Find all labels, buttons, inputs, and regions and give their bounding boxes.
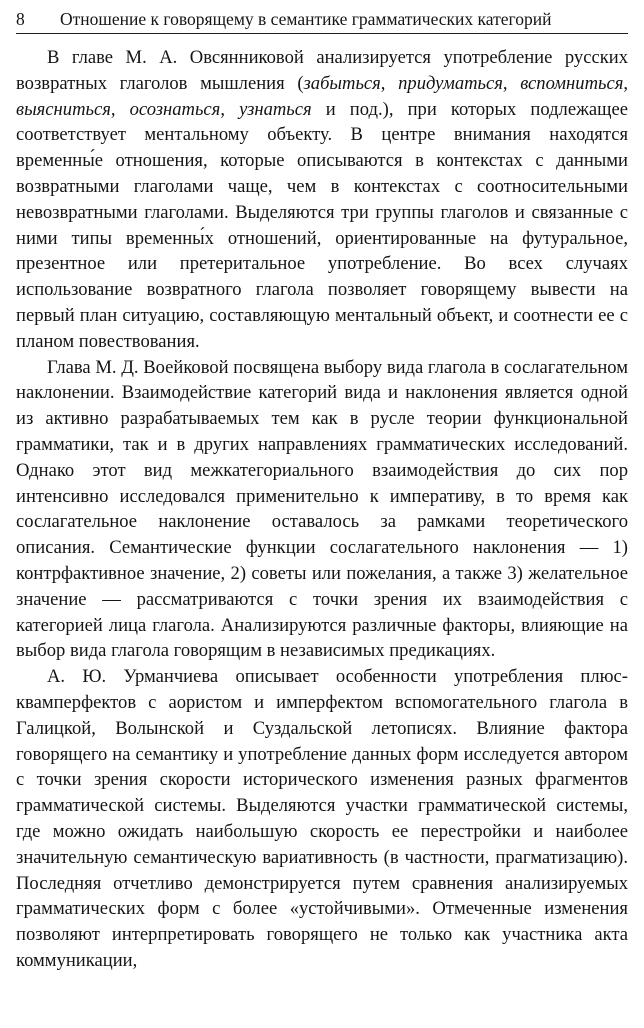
italic-term: узнаться [239,98,312,120]
text-run: Глава М. Д. Воейковой посвящена выбору вида глагола в сослагательном наклонении. Взаимодействие категорий вида и наклонения является одной из активно разрабатываемых тем как в русле теории функциональной грамматики, так и в других направлениях грамматических исследований. Однако этот вид межкатегориального взаимодействия до сих пор интенсивно исследовался применительно к императиву, в то время как сослагательное наклонение оставалось за рамками теоретического описания. Семантические функции сослагательного наклонения — 1) контрфактивное значение, 2) советы или пожелания, а также 3) желательное значение — рассматриваются с точки зрения их взаимодействия с категорией лица глагола. Анализируются различные факторы, влияющие на выбор вида глагола говорящим в независимых предикациях. [16,356,628,662]
text-run: , [502,72,521,94]
running-head [16,8,628,30]
body-text [16,45,628,974]
text-run: и под.), при которых подлежащее соответствует ментальному объекту. В центре внимания находятся временны́е отношения, которые описываются в контекстах с данными возвратными глаголами чаще, чем в контекстах с соотносительными невозвратными глаголами. Выделяются три группы глаголов и связанные с ними типы временны́х отношений, ориентированные на футуральное, презентное или претеритальное употребление. Во всех случаях использование возвратного глагола позволяет говорящему вывести на первый план ситуацию, составляющую ментальный объект, и соотнести ее с планом повествования. [16,98,628,352]
text-run: , [380,72,399,94]
italic-term: выясниться [16,98,111,120]
italic-term: вспомниться [520,72,624,94]
text-run: , [110,98,130,120]
text-run: А. Ю. Урманчиева описывает особенности употребления плюсквамперфектов с аористом и имперфектом вспомогательного глагола в Галицкой, Волынской и Суздальской летописях. Влияние фактора говорящего на семантику и употребление данных форм исследуется автором с точки зрения скорости исторического изменения разных фрагментов грамматической системы. Выделяются участки грамматической системы, где можно ожидать наибольшую скорость ее перестройки и наиболее значительную семантическую вариативность (в частности, прагматизацию). Последняя отчетливо демонстрируется путем сравнения анализируемых грамматических форм с более «устойчивыми». Отмеченные изменения позволяют интерпретировать говорящего не только как участника акта коммуникации, [16,666,628,971]
italic-term: забыться [303,72,381,94]
paragraph-voeykova [16,355,628,665]
page-number: 8 [16,9,25,29]
text-run: , [623,72,629,94]
italic-term: придуматься [398,72,503,94]
text-run: , [220,98,240,120]
header-rule [16,33,628,34]
text-run: В главе М. А. Овсянниковой анализируется употребление русских возвратных глаголов мышления ( [16,47,628,94]
paragraph-urmanchieva [16,664,628,974]
paragraph-ovsyannikova [16,45,628,355]
running-title: Отношение к говорящему в семантике грамматических категорий [60,9,552,29]
italic-term: осознаться [129,98,221,120]
